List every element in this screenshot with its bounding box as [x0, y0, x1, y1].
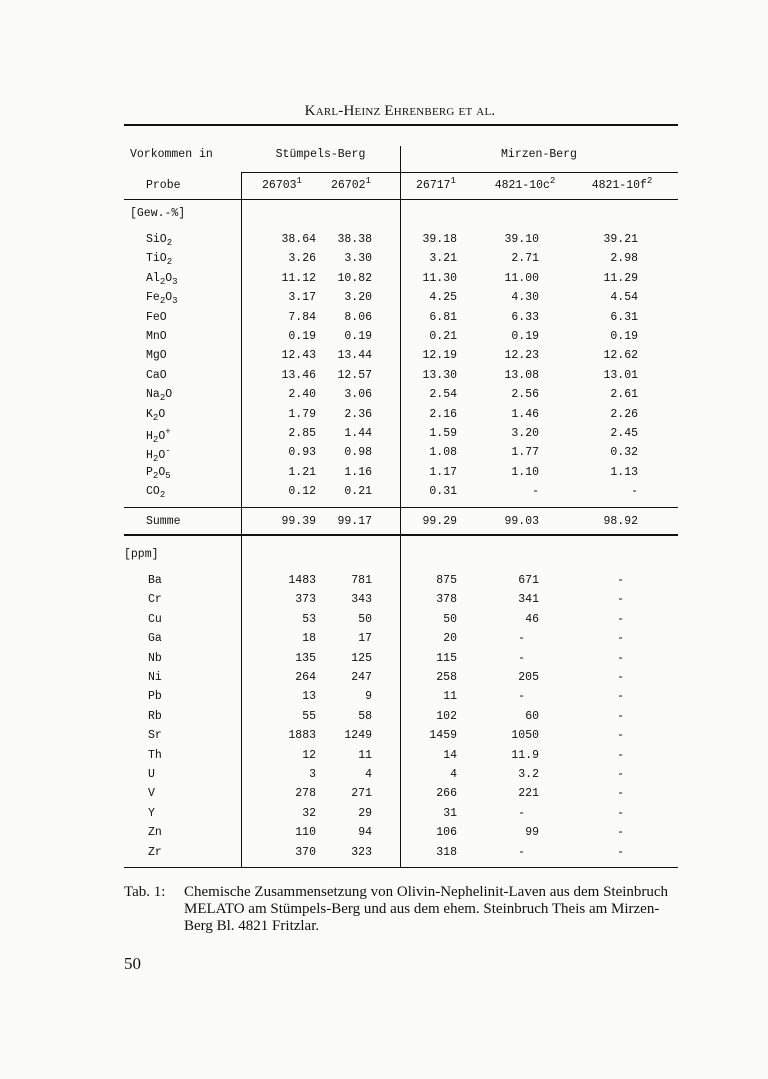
element-value: 9: [365, 690, 372, 703]
sample-name: 26717: [416, 179, 451, 192]
oxide-value: 8.06: [344, 311, 372, 324]
oxide-subscript: 2: [152, 413, 159, 423]
corner-label: Vorkommen in: [130, 148, 213, 161]
element-label: Zr: [148, 846, 162, 859]
oxide-formula: MnO: [146, 330, 167, 343]
element-value: 370: [295, 846, 316, 859]
element-value: 278: [295, 787, 316, 800]
oxide-value: 0.19: [610, 330, 638, 343]
element-label: Nb: [148, 652, 162, 665]
sample-header: [577, 176, 667, 192]
element-value: -: [617, 749, 624, 762]
oxide-subscript: 2: [166, 238, 173, 248]
oxide-value: 2.98: [610, 252, 638, 265]
element-value: 4: [365, 768, 372, 781]
oxide-value: 2.85: [288, 427, 316, 440]
oxide-value: 39.21: [603, 233, 638, 246]
oxide-value: 2.56: [511, 388, 539, 401]
oxide-value: 3.20: [511, 427, 539, 440]
element-value: 318: [436, 846, 457, 859]
element-value: -: [518, 846, 525, 859]
element-label: Cr: [148, 593, 162, 606]
element-value: 94: [358, 826, 372, 839]
oxide-subscript-2: 5: [165, 471, 171, 481]
element-value: 102: [436, 710, 457, 723]
oxide-superscript: -: [165, 446, 171, 456]
oxide-value: 11.12: [281, 272, 316, 285]
oxide-value: 7.84: [288, 311, 316, 324]
element-value: 264: [295, 671, 316, 684]
group-header-mirzen: Mirzen-Berg: [501, 148, 577, 161]
oxide-value: 12.43: [281, 349, 316, 362]
oxide-subscript: 2: [152, 454, 159, 464]
oxide-value: 2.36: [344, 408, 372, 421]
caption-label: Tab. 1:: [124, 884, 166, 900]
oxide-label: [146, 252, 172, 267]
oxide-value: 0.31: [429, 485, 457, 498]
element-label: Rb: [148, 710, 162, 723]
oxide-value: 1.79: [288, 408, 316, 421]
element-value: 135: [295, 652, 316, 665]
element-value: 247: [351, 671, 372, 684]
element-value: -: [617, 729, 624, 742]
element-value: 1249: [344, 729, 372, 742]
oxide-value: 6.33: [511, 311, 539, 324]
element-value: -: [617, 613, 624, 626]
oxide-value: 0.19: [344, 330, 372, 343]
oxide-formula-part: O: [158, 449, 166, 462]
oxide-value: 12.19: [422, 349, 457, 362]
element-value: 875: [436, 574, 457, 587]
element-label: Cu: [148, 613, 162, 626]
oxide-value: 1.16: [344, 466, 372, 479]
element-value: -: [617, 652, 624, 665]
oxide-value: 10.82: [337, 272, 372, 285]
element-value: -: [617, 690, 624, 703]
oxide-value: 39.18: [422, 233, 457, 246]
element-value: -: [617, 768, 624, 781]
summe-bottom-rule: [124, 534, 678, 536]
row-label-divider: [241, 172, 242, 868]
element-value: 1483: [288, 574, 316, 587]
oxide-value: 0.19: [511, 330, 539, 343]
oxide-formula: H: [146, 430, 153, 443]
element-label: Ga: [148, 632, 162, 645]
element-value: 32: [302, 807, 316, 820]
summe-value: 98.92: [603, 515, 638, 528]
oxide-formula: TiO: [146, 252, 167, 265]
oxide-value: 1.13: [610, 466, 638, 479]
element-value: -: [518, 632, 525, 645]
oxide-value: 1.21: [288, 466, 316, 479]
oxide-value: 0.12: [288, 485, 316, 498]
element-label: Ba: [148, 574, 162, 587]
sample-name: 26702: [331, 179, 366, 192]
bottom-rule: [124, 867, 678, 868]
oxide-label: [146, 466, 171, 481]
oxide-value: 3.21: [429, 252, 457, 265]
oxide-formula-part: O: [158, 408, 166, 421]
sample-footnote: 1: [296, 176, 302, 186]
oxide-formula: H: [146, 449, 153, 462]
oxide-label: [146, 485, 165, 500]
oxide-value: 1.10: [511, 466, 539, 479]
oxide-value: 4.30: [511, 291, 539, 304]
probe-rule: [124, 199, 678, 200]
sample-footnote: 2: [549, 176, 556, 186]
element-value: 343: [351, 593, 372, 606]
element-value: 125: [351, 652, 372, 665]
oxide-label: [146, 291, 178, 306]
oxide-formula-part: O: [165, 291, 173, 304]
element-value: -: [617, 710, 624, 723]
oxide-formula: Fe: [146, 291, 160, 304]
oxide-value: 13.44: [337, 349, 372, 362]
oxide-value: 2.61: [610, 388, 638, 401]
sample-footnote: 2: [646, 176, 653, 186]
element-label: Th: [148, 749, 162, 762]
summe-value: 99.17: [337, 515, 372, 528]
oxide-formula-part: O: [158, 430, 166, 443]
element-value: 31: [443, 807, 457, 820]
element-value: 99: [525, 826, 539, 839]
oxide-subscript: 2: [159, 393, 166, 403]
element-value: 221: [518, 787, 539, 800]
oxide-value: 3.26: [288, 252, 316, 265]
element-value: 11: [443, 690, 457, 703]
element-value: 53: [302, 613, 316, 626]
oxide-value: 38.64: [281, 233, 316, 246]
element-value: -: [617, 826, 624, 839]
page-number: 50: [124, 954, 141, 973]
oxide-value: 12.62: [603, 349, 638, 362]
element-value: 115: [436, 652, 457, 665]
oxide-subscript: 2: [152, 471, 159, 481]
element-value: -: [518, 807, 525, 820]
element-value: 58: [358, 710, 372, 723]
oxide-value: 0.19: [288, 330, 316, 343]
element-label: Ni: [148, 671, 162, 684]
sample-name: 4821-10c: [494, 179, 550, 192]
element-value: -: [617, 846, 624, 859]
oxide-value: -: [631, 485, 638, 498]
element-value: 17: [358, 632, 372, 645]
oxide-formula-part: O: [165, 272, 173, 285]
oxide-value: 12.57: [337, 369, 372, 382]
oxide-value: 2.26: [610, 408, 638, 421]
oxide-value: 0.98: [344, 446, 372, 459]
oxide-value: 38.38: [337, 233, 372, 246]
summe-top-rule: [124, 507, 678, 508]
element-label: U: [148, 768, 155, 781]
oxide-value: 1.44: [344, 427, 372, 440]
element-value: 14: [443, 749, 457, 762]
oxide-label: [146, 427, 171, 445]
oxide-formula: P: [146, 466, 153, 479]
sample-header: [391, 176, 481, 192]
element-label: Sr: [148, 729, 162, 742]
oxide-value: 1.77: [511, 446, 539, 459]
oxide-label: [146, 349, 167, 362]
oxide-value: 11.29: [603, 272, 638, 285]
oxide-subscript: 2: [159, 277, 166, 287]
oxide-label: [146, 446, 171, 464]
oxide-value: 13.30: [422, 369, 457, 382]
element-value: 671: [518, 574, 539, 587]
oxide-formula: SiO: [146, 233, 167, 246]
oxide-label: [146, 369, 167, 382]
element-value: 1050: [511, 729, 539, 742]
oxide-formula-part: O: [158, 466, 166, 479]
summe-value: 99.39: [281, 515, 316, 528]
oxide-label: [146, 408, 165, 423]
element-value: 271: [351, 787, 372, 800]
element-label: V: [148, 787, 155, 800]
element-value: 60: [525, 710, 539, 723]
top-rule: [124, 124, 678, 126]
oxide-value: 4.25: [429, 291, 457, 304]
oxide-value: 11.30: [422, 272, 457, 285]
major-unit-label: [Gew.-%]: [130, 207, 186, 220]
oxide-label: [146, 311, 167, 324]
oxide-value: 13.08: [504, 369, 539, 382]
element-value: 781: [351, 574, 372, 587]
element-value: 4: [450, 768, 457, 781]
oxide-value: 12.23: [504, 349, 539, 362]
oxide-formula-part: O: [165, 388, 173, 401]
oxide-subscript: 2: [159, 296, 166, 306]
element-value: 20: [443, 632, 457, 645]
oxide-value: 3.17: [288, 291, 316, 304]
sample-name: 26703: [262, 179, 297, 192]
oxide-value: 2.54: [429, 388, 457, 401]
element-value: 266: [436, 787, 457, 800]
element-value: 3.2: [518, 768, 539, 781]
element-value: -: [617, 632, 624, 645]
element-value: 50: [443, 613, 457, 626]
oxide-value: 4.54: [610, 291, 638, 304]
summe-label: Summe: [146, 515, 181, 528]
element-value: 1883: [288, 729, 316, 742]
sample-header: [306, 176, 396, 192]
oxide-value: 39.10: [504, 233, 539, 246]
element-value: 106: [436, 826, 457, 839]
element-value: 11.9: [511, 749, 539, 762]
oxide-value: 1.59: [429, 427, 457, 440]
sample-footnote: 1: [450, 176, 456, 186]
element-value: 18: [302, 632, 316, 645]
oxide-formula: Na: [146, 388, 160, 401]
oxide-value: 6.31: [610, 311, 638, 324]
oxide-formula: FeO: [146, 311, 167, 324]
element-value: 11: [358, 749, 372, 762]
element-value: -: [518, 652, 525, 665]
oxide-value: 1.17: [429, 466, 457, 479]
element-value: 3: [309, 768, 316, 781]
oxide-label: [146, 233, 172, 248]
element-label: Pb: [148, 690, 162, 703]
oxide-value: 1.08: [429, 446, 457, 459]
element-value: -: [617, 787, 624, 800]
element-value: 46: [525, 613, 539, 626]
probe-label: Probe: [146, 179, 181, 192]
oxide-subscript: 2: [166, 257, 173, 267]
oxide-subscript: 2: [159, 490, 166, 500]
element-value: 373: [295, 593, 316, 606]
oxide-value: 0.93: [288, 446, 316, 459]
oxide-value: 0.32: [610, 446, 638, 459]
oxide-value: 2.45: [610, 427, 638, 440]
oxide-value: 3.30: [344, 252, 372, 265]
oxide-value: 0.21: [429, 330, 457, 343]
element-value: -: [617, 593, 624, 606]
oxide-formula: CO: [146, 485, 160, 498]
oxide-value: 0.21: [344, 485, 372, 498]
oxide-value: 6.81: [429, 311, 457, 324]
element-label: Zn: [148, 826, 162, 839]
header-rule: [241, 172, 678, 173]
oxide-label: [146, 330, 167, 343]
oxide-value: -: [532, 485, 539, 498]
element-value: -: [518, 690, 525, 703]
sample-header: [480, 176, 570, 192]
element-value: 1459: [429, 729, 457, 742]
oxide-label: [146, 388, 172, 403]
oxide-value: 2.71: [511, 252, 539, 265]
caption-text: Chemische Zusammensetzung von Olivin-Nephelinit-Laven aus dem Steinbruch MELATO am Stümpels-Berg und aus dem ehem. Steinbruch Theis am Mirzen-Berg Bl. 4821 Fritzlar.: [184, 884, 669, 934]
oxide-value: 3.20: [344, 291, 372, 304]
oxide-formula: MgO: [146, 349, 167, 362]
oxide-label: [146, 272, 178, 287]
oxide-subscript: 2: [152, 435, 159, 445]
oxide-subscript-2: 3: [172, 296, 178, 306]
element-value: 55: [302, 710, 316, 723]
oxide-value: 3.06: [344, 388, 372, 401]
element-value: 13: [302, 690, 316, 703]
element-value: -: [617, 574, 624, 587]
element-value: 12: [302, 749, 316, 762]
element-value: 50: [358, 613, 372, 626]
element-label: Y: [148, 807, 155, 820]
summe-value: 99.03: [504, 515, 539, 528]
element-value: 378: [436, 593, 457, 606]
oxide-value: 13.01: [603, 369, 638, 382]
oxide-formula: K: [146, 408, 153, 421]
oxide-value: 11.00: [504, 272, 539, 285]
oxide-value: 13.46: [281, 369, 316, 382]
oxide-superscript: +: [165, 427, 171, 437]
oxide-value: 2.16: [429, 408, 457, 421]
sample-footnote: 1: [365, 176, 371, 186]
element-value: 205: [518, 671, 539, 684]
element-value: 29: [358, 807, 372, 820]
element-value: -: [617, 671, 624, 684]
element-value: 341: [518, 593, 539, 606]
element-value: 110: [295, 826, 316, 839]
element-value: 258: [436, 671, 457, 684]
oxide-formula: Al: [146, 272, 160, 285]
summe-value: 99.29: [422, 515, 457, 528]
trace-unit-label: [ppm]: [124, 548, 159, 561]
element-value: -: [617, 807, 624, 820]
oxide-formula: CaO: [146, 369, 167, 382]
sample-name: 4821-10f: [591, 179, 647, 192]
element-value: 323: [351, 846, 372, 859]
oxide-value: 2.40: [288, 388, 316, 401]
group-header-stuempels: Stümpels-Berg: [275, 148, 366, 161]
running-head: Karl-Heinz Ehrenberg et al.: [304, 103, 496, 119]
oxide-subscript-2: 3: [172, 277, 178, 287]
oxide-value: 1.46: [511, 408, 539, 421]
